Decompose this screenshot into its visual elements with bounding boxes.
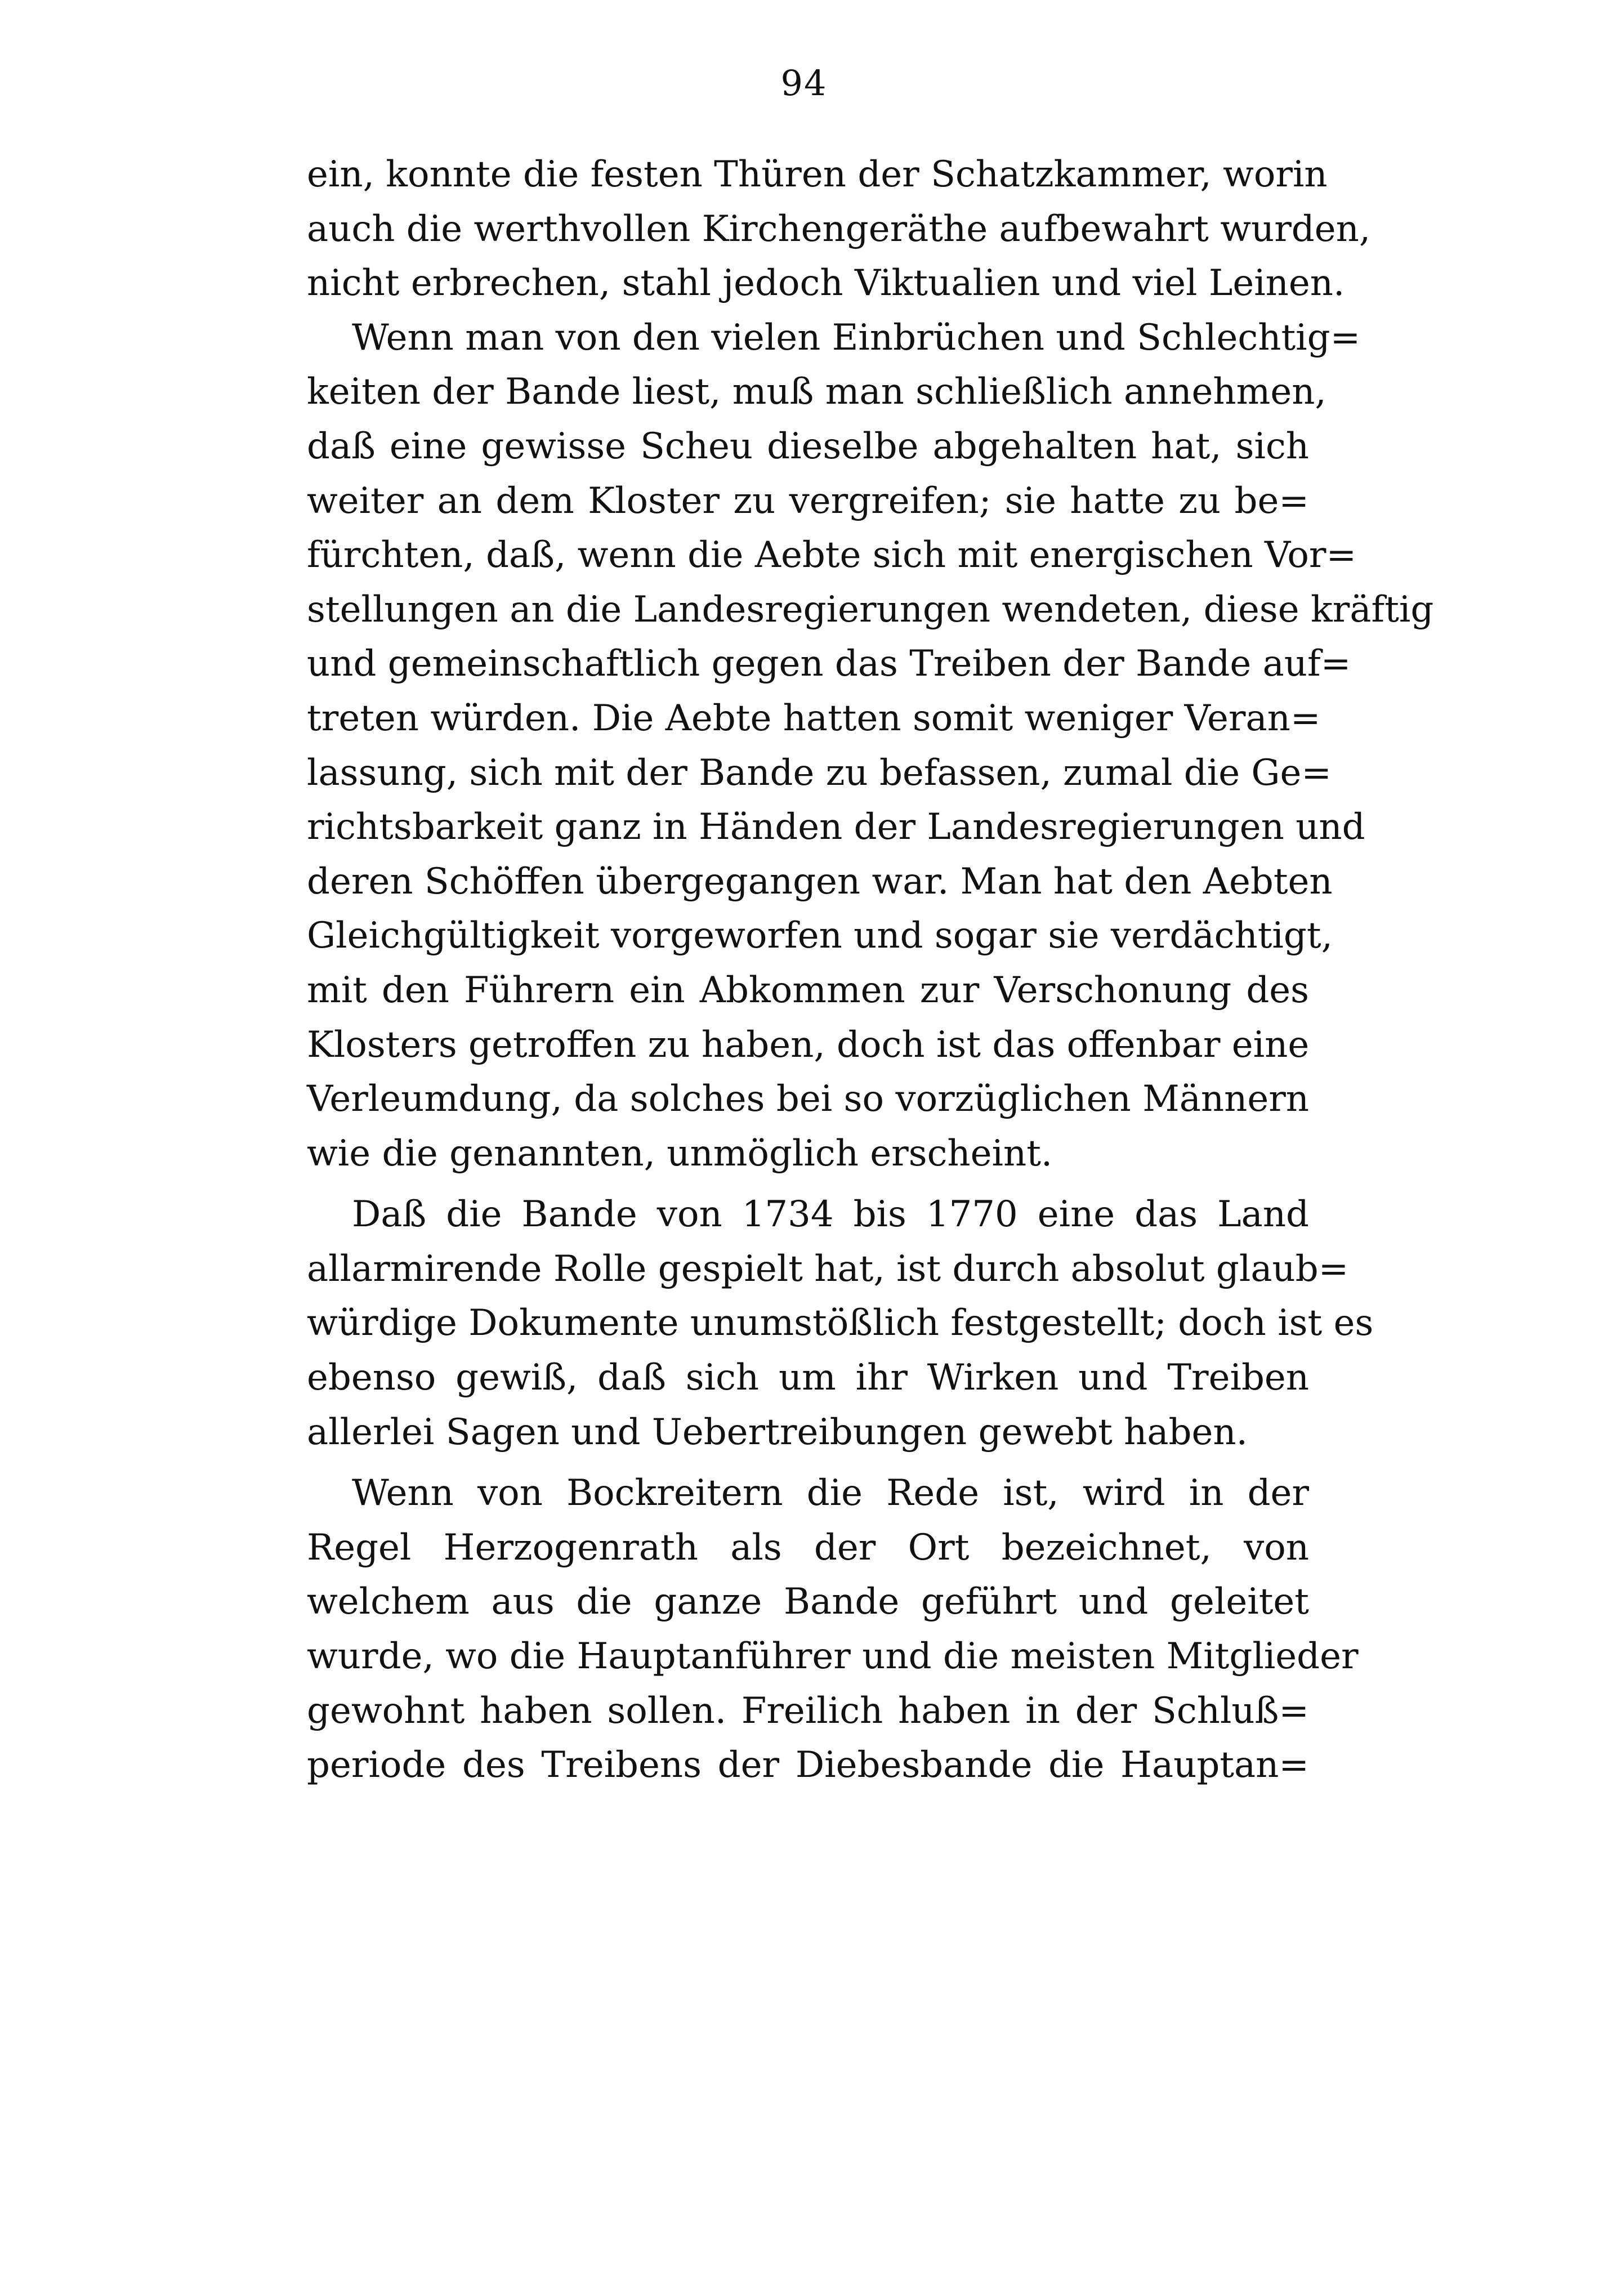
text-line: Klosters getroffen zu haben, doch ist das offenbar eine	[307, 1024, 1310, 1066]
text-line: fürchten, daß, wenn die Aebte sich mit energischen Vor=	[307, 534, 1357, 577]
text-line: ein, konnte die festen Thüren der Schatzkammer, worin	[307, 154, 1328, 195]
text-line: nicht erbrechen, stahl jedoch Viktualien und viel Leinen.	[307, 262, 1345, 305]
paragraph-start-line: Wenn man von den vielen Einbrüchen und Schlechtig=	[352, 316, 1361, 359]
text-line: weiter an dem Kloster zu vergreifen; sie hatte zu be=	[307, 480, 1309, 522]
text-line: keiten der Bande liest, muß man schließlich annehmen,	[307, 371, 1326, 413]
text-line: stellungen an die Landesregierungen wendeten, diese kräftig	[307, 588, 1434, 631]
body-text	[307, 148, 1434, 1793]
page-number: 94	[780, 62, 828, 104]
text-line: allarmirende Rolle gespielt hat, ist durch absolut glaub=	[307, 1248, 1349, 1290]
text-line: und gemeinschaftlich gegen das Treiben der Bande auf=	[307, 643, 1351, 685]
text-line: Gleichgültigkeit vorgeworfen und sogar sie verdächtigt,	[307, 915, 1333, 957]
text-line: ebenso gewiß, daß sich um ihr Wirken und Treiben	[307, 1357, 1309, 1399]
text-line: Regel Herzogenrath als der Ort bezeichnet, von	[307, 1526, 1309, 1569]
text-line: würdige Dokumente unumstößlich festgestellt; doch ist es	[307, 1302, 1374, 1344]
text-line: treten würden. Die Aebte hatten somit weniger Veran=	[307, 697, 1321, 739]
text-line: wurde, wo die Hauptanführer und die meisten Mitglieder	[307, 1636, 1359, 1678]
text-line: auch die werthvollen Kirchengeräthe aufbewahrt wurden,	[307, 208, 1371, 250]
paragraph-start-line: Daß die Bande von 1734 bis 1770 eine das Land	[352, 1194, 1309, 1236]
text-line: richtsbarkeit ganz in Händen der Landesregierungen und	[307, 806, 1365, 848]
text-line: daß eine gewisse Scheu dieselbe abgehalten hat, sich	[307, 425, 1309, 467]
text-line: lassung, sich mit der Bande zu befassen, zumal die Ge=	[307, 752, 1332, 794]
text-line: Verleumdung, da solches bei so vorzüglichen Männern	[307, 1078, 1309, 1120]
text-line: gewohnt haben sollen. Freilich haben in der Schluß=	[307, 1690, 1309, 1732]
text-line: allerlei Sagen und Uebertreibungen gewebt haben.	[307, 1411, 1248, 1453]
text-line: mit den Führern ein Abkommen zur Verschonung des	[307, 969, 1309, 1011]
paragraph-start-line: Wenn von Bockreitern die Rede ist, wird in der	[352, 1472, 1309, 1515]
text-line: wie die genannten, unmöglich erscheint.	[307, 1132, 1053, 1174]
text-line: welchem aus die ganze Bande geführt und geleitet	[307, 1581, 1309, 1623]
text-line: deren Schöffen übergegangen war. Man hat den Aebten	[307, 860, 1333, 903]
text-line: periode des Treibens der Diebesbande die Hauptan=	[307, 1744, 1309, 1786]
